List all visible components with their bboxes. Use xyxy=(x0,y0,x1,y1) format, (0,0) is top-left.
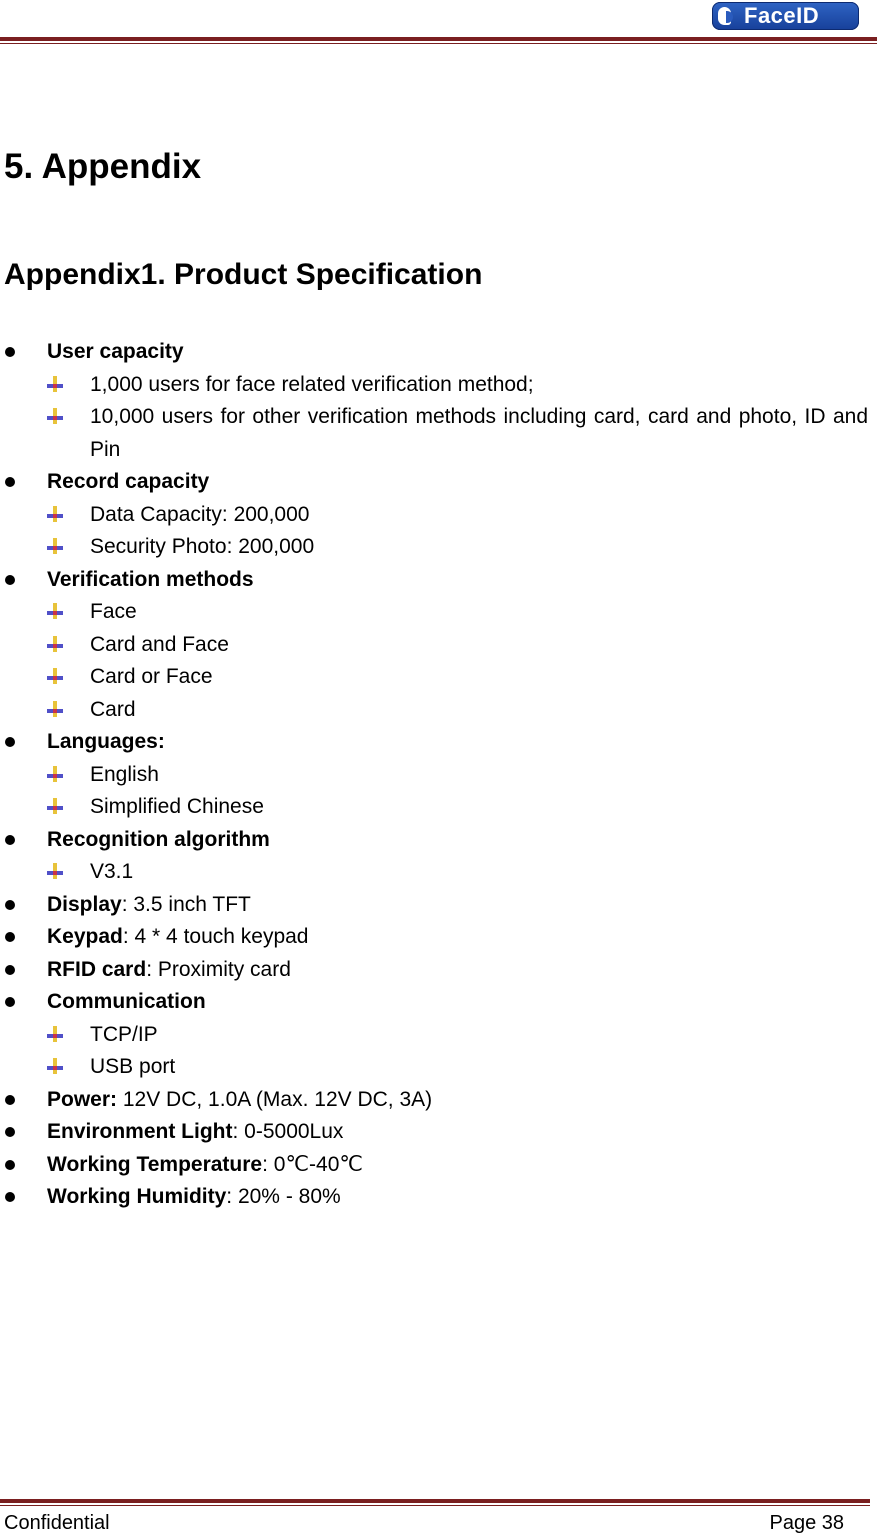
sub-bullet-icon xyxy=(47,636,63,652)
spec-label: Verification methods xyxy=(47,567,254,591)
spec-sub-item xyxy=(0,661,877,694)
spec-sub-item xyxy=(0,629,877,662)
header-rule-thin xyxy=(0,43,877,44)
spec-label: Power: xyxy=(47,1087,118,1111)
bullet-dot-icon xyxy=(5,835,15,845)
spec-sub-item xyxy=(0,1051,877,1084)
spec-sub-item xyxy=(0,759,877,792)
bullet-dot-icon xyxy=(5,997,15,1007)
bullet-dot-icon xyxy=(5,477,15,487)
bullet-dot-icon xyxy=(5,575,15,585)
footer-page-number: Page 38 xyxy=(769,1512,844,1534)
spec-item xyxy=(0,726,877,759)
faceid-logo xyxy=(712,2,859,30)
spec-sub-text: V3.1 xyxy=(90,860,134,883)
spec-sub-text: 10,000 users for other verification methods including card, card and photo, ID and Pin xyxy=(90,405,868,461)
spec-value: : 3.5 inch TFT xyxy=(121,892,251,916)
spec-list xyxy=(0,336,877,1214)
spec-label: Communication xyxy=(47,990,206,1013)
sub-bullet-icon xyxy=(47,538,63,554)
spec-sub-text: Card xyxy=(90,697,136,721)
bullet-dot-icon xyxy=(5,1192,15,1202)
spec-sub-text: Simplified Chinese xyxy=(90,795,264,818)
spec-sub-text: TCP/IP xyxy=(90,1022,158,1046)
bullet-dot-icon xyxy=(5,347,15,357)
spec-sub-item xyxy=(0,856,877,889)
spec-item xyxy=(0,1149,877,1182)
spec-item xyxy=(0,336,877,369)
spec-sub-item xyxy=(0,499,877,532)
face-logo-icon xyxy=(712,2,738,30)
spec-item xyxy=(0,1181,877,1214)
spec-label: Working Humidity xyxy=(47,1185,227,1208)
bullet-dot-icon xyxy=(5,737,15,747)
bullet-dot-icon xyxy=(5,1127,15,1137)
spec-label: Display xyxy=(47,892,122,916)
spec-label: RFID card xyxy=(47,957,147,981)
spec-item xyxy=(0,1084,877,1117)
spec-sub-item xyxy=(0,1019,877,1052)
spec-sub-item xyxy=(0,596,877,629)
spec-value: : Proximity card xyxy=(146,957,291,981)
spec-sub-text: Security Photo: 200,000 xyxy=(90,535,315,558)
spec-sub-text: 1,000 users for face related verification method; xyxy=(90,372,534,396)
spec-item xyxy=(0,466,877,499)
spec-value: : 4 * 4 touch keypad xyxy=(122,925,309,948)
spec-item xyxy=(0,889,877,922)
bullet-dot-icon xyxy=(5,1160,15,1170)
bullet-dot-icon xyxy=(5,1095,15,1105)
footer-rule-thin xyxy=(0,1505,870,1506)
sub-bullet-icon xyxy=(47,1026,63,1042)
spec-label: Recognition algorithm xyxy=(47,827,270,851)
spec-sub-text: Card or Face xyxy=(90,665,213,688)
spec-sub-item xyxy=(0,791,877,824)
bullet-dot-icon xyxy=(5,900,15,910)
spec-label: Record capacity xyxy=(47,470,210,493)
sub-bullet-icon xyxy=(47,668,63,684)
sub-bullet-icon xyxy=(47,701,63,717)
sub-bullet-icon xyxy=(47,863,63,879)
spec-item xyxy=(0,824,877,857)
sub-bullet-icon xyxy=(47,798,63,814)
spec-value: : 20% - 80% xyxy=(226,1185,341,1208)
spec-item xyxy=(0,564,877,597)
spec-item xyxy=(0,954,877,987)
spec-sub-text: Data Capacity: 200,000 xyxy=(90,502,310,526)
spec-value: : 0-5000Lux xyxy=(232,1120,344,1143)
bullet-dot-icon xyxy=(5,965,15,975)
spec-label: User capacity xyxy=(47,340,184,363)
spec-value: : 0℃-40℃ xyxy=(262,1152,363,1176)
spec-sub-text: USB port xyxy=(90,1055,176,1078)
spec-sub-item xyxy=(0,531,877,564)
spec-label: Environment Light xyxy=(47,1120,233,1143)
section-title: 5. Appendix xyxy=(4,147,202,186)
footer-rule xyxy=(0,1499,870,1503)
sub-bullet-icon xyxy=(47,766,63,782)
spec-value: 12V DC, 1.0A (Max. 12V DC, 3A) xyxy=(117,1087,433,1111)
bullet-dot-icon xyxy=(5,932,15,942)
spec-item xyxy=(0,921,877,954)
header-rule xyxy=(0,37,877,41)
sub-bullet-icon xyxy=(47,506,63,522)
spec-sub-text: Card and Face xyxy=(90,632,229,656)
spec-label: Keypad xyxy=(47,925,123,948)
sub-bullet-icon xyxy=(47,376,63,392)
spec-label: Working Temperature xyxy=(47,1152,263,1176)
spec-sub-item xyxy=(0,401,877,466)
sub-bullet-icon xyxy=(47,603,63,619)
spec-sub-item xyxy=(0,694,877,727)
logo-text: FaceID xyxy=(744,3,820,28)
spec-sub-text: Face xyxy=(90,600,137,623)
sub-bullet-icon xyxy=(47,1058,63,1074)
spec-sub-text: English xyxy=(90,762,159,786)
spec-item xyxy=(0,1116,877,1149)
spec-label: Languages: xyxy=(47,730,165,753)
sub-bullet-icon xyxy=(47,408,63,424)
subsection-title: Appendix1. Product Specification xyxy=(4,258,483,291)
spec-item xyxy=(0,986,877,1019)
footer-confidential: Confidential xyxy=(4,1512,110,1534)
spec-sub-item xyxy=(0,369,877,402)
